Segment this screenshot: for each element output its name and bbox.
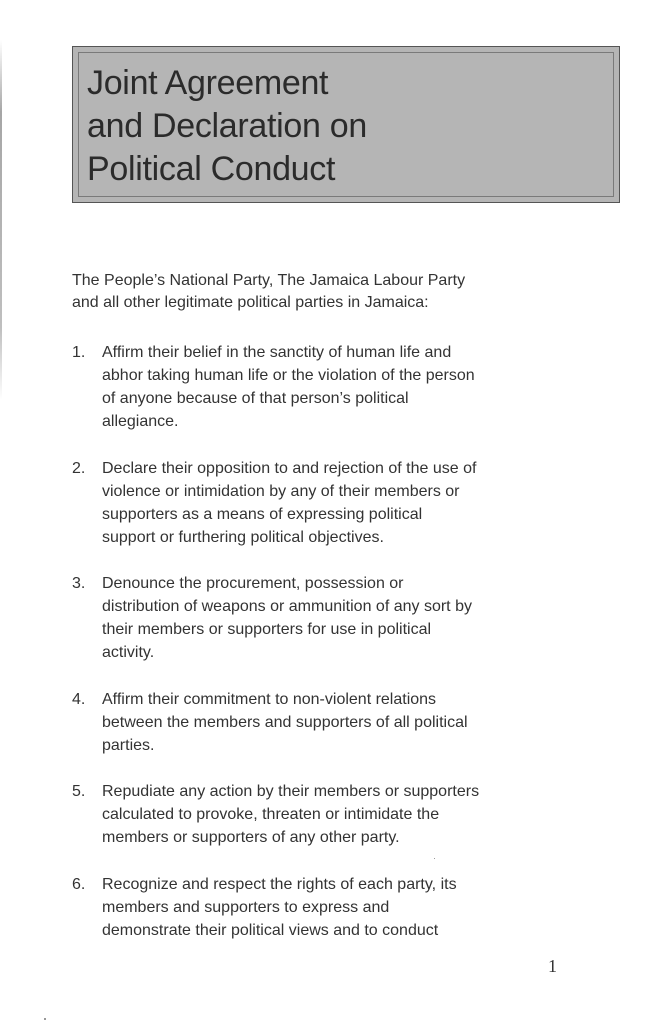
list-item-text xyxy=(102,457,476,549)
list-item-line: members or supporters of any other party. xyxy=(102,829,400,846)
list-item-line: support or furthering political objectives. xyxy=(102,529,384,546)
list-item-line: allegiance. xyxy=(102,413,179,430)
page-edge-shadow xyxy=(0,40,2,400)
list-item-number: 4. xyxy=(72,691,86,708)
list-item-text xyxy=(102,780,479,849)
list-item-text xyxy=(102,341,475,433)
list-item-number: 1. xyxy=(72,344,86,361)
intro-paragraph xyxy=(72,270,572,314)
list-item-number: 2. xyxy=(72,460,86,477)
list-item-line: Affirm their belief in the sanctity of human life and xyxy=(102,344,452,361)
list-item-line: calculated to provoke, threaten or intimidate the xyxy=(102,806,440,823)
title-line-3: Political Conduct xyxy=(87,150,336,188)
list-item-line: members and supporters to express and xyxy=(102,899,390,916)
list-item-line: activity. xyxy=(102,644,155,661)
scan-speck xyxy=(44,1018,46,1020)
list-item-line: Denounce the procurement, possession or xyxy=(102,575,404,592)
list-item-text xyxy=(102,572,472,664)
list-item-line: of anyone because of that person’s political xyxy=(102,390,409,407)
list-item-line: Declare their opposition to and rejection of the use of xyxy=(102,460,477,477)
intro-line: and all other legitimate political parties in Jamaica: xyxy=(72,294,429,311)
title-line-2: and Declaration on xyxy=(87,107,368,145)
list-item-text xyxy=(102,873,457,942)
list-item-text xyxy=(102,688,468,757)
list-item-number: 3. xyxy=(72,575,86,592)
list-item-line: Recognize and respect the rights of each party, its xyxy=(102,876,457,893)
page-number: 1 xyxy=(548,956,557,976)
list-item-line: supporters as a means of expressing political xyxy=(102,506,423,523)
list-item-line: between the members and supporters of all political xyxy=(102,714,468,731)
list-item-line: their members or supporters for use in political xyxy=(102,621,432,638)
list-item-line: violence or intimidation by any of their members or xyxy=(102,483,460,500)
list-item-line: parties. xyxy=(102,737,155,754)
list-item-line: distribution of weapons or ammunition of any sort by xyxy=(102,598,472,615)
list-item-line: Repudiate any action by their members or supporters xyxy=(102,783,480,800)
title-box xyxy=(72,46,620,203)
title-line-1: Joint Agreement xyxy=(87,64,329,102)
list-item-line: Affirm their commitment to non-violent relations xyxy=(102,691,437,708)
scan-speck xyxy=(434,858,435,859)
list-item-number: 6. xyxy=(72,876,86,893)
list-item-number: 5. xyxy=(72,783,86,800)
intro-line: The People’s National Party, The Jamaica Labour Party xyxy=(72,272,466,289)
list-item-line: abhor taking human life or the violation of the person xyxy=(102,367,475,384)
list-item-line: demonstrate their political views and to conduct xyxy=(102,922,439,939)
